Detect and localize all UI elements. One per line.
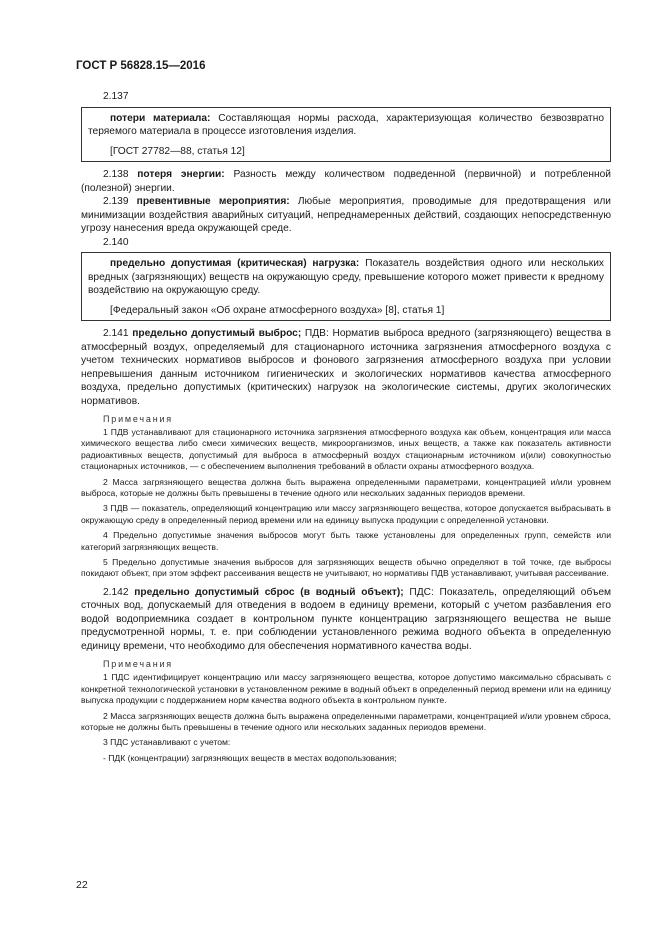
term-source: [Федеральный закон «Об охране атмосферного воздуха» [8], статья 1]: [110, 304, 445, 316]
term-title: предельно допустимый сброс (в водный объект);: [134, 586, 404, 598]
note-item: 1 ПДС идентифицирует концентрацию или массу загрязняющего вещества, которое допустимо максимально сбрасывать с конкретной технологической установки в установленном режиме в водный объект в определенный период времени или на единицу выпуска продукции с поддержанием норм качества водного объекта в контрольном пункте.: [81, 672, 611, 706]
term-number-2140: 2.140: [103, 236, 129, 248]
note-item: - ПДК (концентрации) загрязняющих веществ в местах водопользования;: [103, 752, 397, 763]
term-text: Показатель воздействия одного или нескольких вредных (загрязняющих) веществ на окружающую среду, превышение которого может привести к вредному воздействию на окружающую среду.: [88, 258, 604, 296]
note-item: 3 ПДС устанавливают с учетом:: [103, 737, 231, 748]
document-header: ГОСТ Р 56828.15—2016: [76, 60, 206, 72]
note-item: 3 ПДВ — показатель, определяющий концентрацию или массу загрязняющего вещества, которое допускается выбрасывать в окружающую среду в определенный период времени или на единицу выпуска продукции с определенной установки.: [81, 503, 611, 525]
term-title: потери материала:: [110, 112, 211, 124]
term-number: 2.139: [103, 196, 129, 207]
term-title: предельно допустимый выброс;: [132, 328, 302, 339]
page-number: 22: [76, 879, 88, 891]
note-item: 2 Масса загрязняющих веществ должна быть выражена определенными параметрами, концентрацией и/или уровнем сброса, которые не должны быть превышены в течение одного или нескольких заданных периодов времени.: [81, 710, 611, 732]
term-title: превентивные мероприятия:: [136, 196, 290, 207]
term-box-2140: [81, 252, 611, 321]
note-item: 5 Предельно допустимые значения выбросов для загрязняющих веществ обычно определяют в той точке, где выбросы покидают объект, при этом эффект рассеивания веществ не учитывают, но нормативы ПДВ устанавливают, учитывая рассеивание.: [81, 557, 611, 579]
term-title: потеря энергии:: [137, 169, 225, 180]
term-source: [ГОСТ 27782—88, статья 12]: [110, 145, 245, 157]
term-text: Составляющая нормы расхода, характеризующая количество безвозвратно теряемого материала в процессе изготовления изделия.: [88, 112, 605, 137]
term-number: 2.141: [103, 328, 129, 339]
term-text: ПДС: Показатель, определяющий объем сточных вод, допускаемый для отведения в водоем в единицу времени, который с учетом разбавления его водой водоприемника создает в контрольном пункте концентрацию загрязняющего вещества не выше предусмотренной нормы, т. е. при соблюдении установленного режима водного объекта в определенную единицу времени, что необходимо для обеспечения нормативного качества воды.: [81, 586, 611, 652]
note-item: 4 Предельно допустимые значения выбросов могут быть также установлены для определенных групп, семейств или категорий загрязняющих веществ.: [81, 530, 611, 552]
note-item: 2 Масса загрязняющего вещества должна быть выражена определенными параметрами, концентрацией и/или уровнем выброса, которые не должны быть превышены в течение одного или нескольких заданных периодов времени.: [81, 476, 611, 499]
page-body: [81, 90, 611, 768]
term-definition-2139: [81, 195, 611, 236]
notes-title: Примечания: [103, 414, 173, 424]
term-text: Любые мероприятия, проводимые для предотвращения или минимизации воздействия аварийных ситуаций, непреднамеренных действий, создающих непосредственную угрозу нанесения вреда окружающей среде.: [81, 196, 611, 234]
term-definition-2137: [88, 112, 604, 139]
term-title: предельно допустимая (критическая) нагрузка:: [110, 258, 360, 269]
term-definition-2140: [88, 257, 604, 298]
term-definition-2141: [81, 327, 611, 408]
note-item: 1 ПДВ устанавливают для стационарного источника загрязнения атмосферного воздуха как объем, концентрация или масса химического вещества либо смеси химических веществ, микроорганизмов, иных веществ, а также как показатель активности радиоактивных веществ, допустимый для выброса в атмосферный воздух стационарным источником и(или) совокупностью стационарных источников, — с обеспечением выполнения требований в области охраны атмосферного воздуха.: [81, 427, 611, 472]
term-number: 2.138: [103, 169, 129, 180]
term-text: ПДВ: Норматив выброса вредного (загрязняющего) вещества в атмосферный воздух, определяемый для стационарного источника загрязнения атмосферного воздуха с учетом технических нормативов выбросов и фонового загрязнения атмосферного воздуха при условии непревышения данным источником гигиенических и экологических нормативов качества атмосферного воздуха, предельно допустимых (критических) нагрузок на экологические системы, других экологических нормативов.: [81, 328, 611, 407]
term-definition-2142: [81, 586, 611, 654]
term-number-2137: 2.137: [103, 91, 129, 102]
term-definition-2138: [81, 168, 611, 195]
term-number: 2.142: [103, 586, 129, 598]
notes-title: Примечания: [103, 659, 173, 670]
term-text: Разность между количеством подведенной (первичной) и потребленной (полезной) энергии.: [81, 169, 611, 194]
term-box-2137: [81, 107, 611, 163]
